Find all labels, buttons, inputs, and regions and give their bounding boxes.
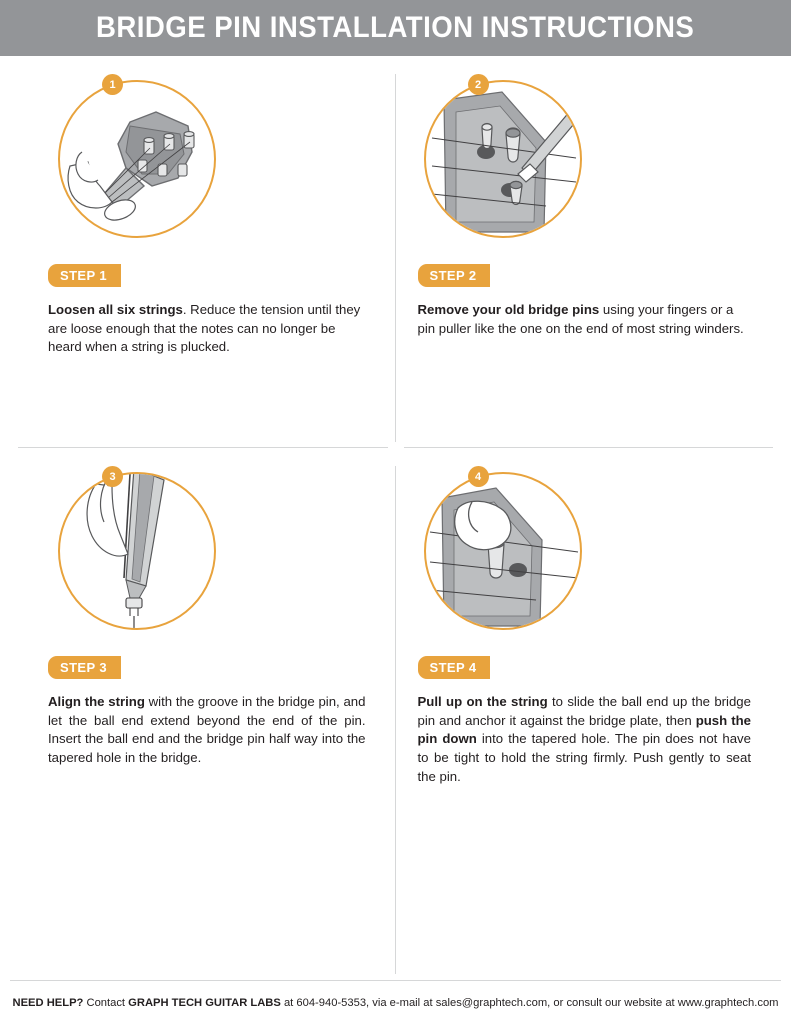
step-3-lead: Align the string [48, 694, 145, 709]
step-2-rest: using your fingers or a pin puller like the one on the end of most string winders. [417, 302, 744, 336]
step-2-illustration-wrap [414, 78, 752, 258]
step-1-rest: . Reduce the tension until they are loose enough that the notes can no longer be heard when a string is plucked. [48, 302, 361, 355]
footer-company: GRAPH TECH GUITAR LABS [128, 996, 281, 1009]
step-card-4 [396, 448, 782, 980]
footer-contact-label: Contact [83, 996, 129, 1009]
step-4-lead: Pull up on the string [417, 694, 548, 709]
footer-lead: NEED HELP? [12, 996, 84, 1009]
step-2-tag: STEP 2 [418, 264, 491, 287]
page-title: BRIDGE PIN INSTALLATION INSTRUCTIONS [96, 11, 695, 44]
steps-grid [0, 56, 791, 980]
step-3-rest: with the groove in the bridge pin, and let the ball end extend beyond the end of the pin. Insert the ball end and the bridge pin half way into the tapered hole in the bridge. [48, 694, 366, 766]
step-1-tag-row [48, 258, 366, 287]
step-2-body [418, 301, 752, 338]
step-4-tag-row [418, 650, 752, 679]
step-4-illustration-wrap [414, 470, 752, 650]
step-2-tag-row [418, 258, 752, 287]
step-1-body [48, 301, 366, 357]
step-card-2 [396, 56, 782, 448]
footer-text [13, 997, 779, 1009]
step-4-number-badge: 4 [468, 466, 489, 487]
step-3-illustration-wrap [44, 470, 366, 650]
step-3-tag: STEP 3 [48, 656, 121, 679]
step-card-1 [10, 56, 396, 448]
step-1-tag: STEP 1 [48, 264, 121, 287]
bridge-pin-removal-icon [424, 80, 582, 238]
step-4-lead-2: push the pin down [417, 712, 751, 747]
header-bar [0, 0, 791, 56]
step-2-number-badge: 2 [468, 74, 489, 95]
guitar-headstock-tuners-icon [58, 80, 216, 238]
step-1-number-badge: 1 [102, 74, 123, 95]
step-3-body [48, 693, 366, 768]
step-1-lead: Loosen all six strings [48, 302, 183, 317]
step-4-mid: to slide the ball end up the bridge pin and anchor it against the bridge plate, then [417, 694, 751, 728]
footer-rest: at 604-940-5353, via e-mail at sales@graphtech.com, or consult our website at www.graphtech.com [280, 996, 779, 1009]
step-4-tag: STEP 4 [418, 656, 491, 679]
footer [10, 980, 781, 1024]
pull-up-string-seat-pin-icon [424, 472, 582, 630]
step-3-number-badge: 3 [102, 466, 123, 487]
step-3-tag-row [48, 650, 366, 679]
step-4-rest: into the tapered hole. The pin does not have to be tight to hold the string firmly. Push gently to seat the pin. [417, 731, 751, 784]
step-1-illustration-wrap [44, 78, 366, 258]
step-2-lead: Remove your old bridge pins [417, 302, 600, 317]
step-card-3 [10, 448, 396, 980]
step-4-body [418, 693, 752, 787]
align-string-groove-icon [58, 472, 216, 630]
